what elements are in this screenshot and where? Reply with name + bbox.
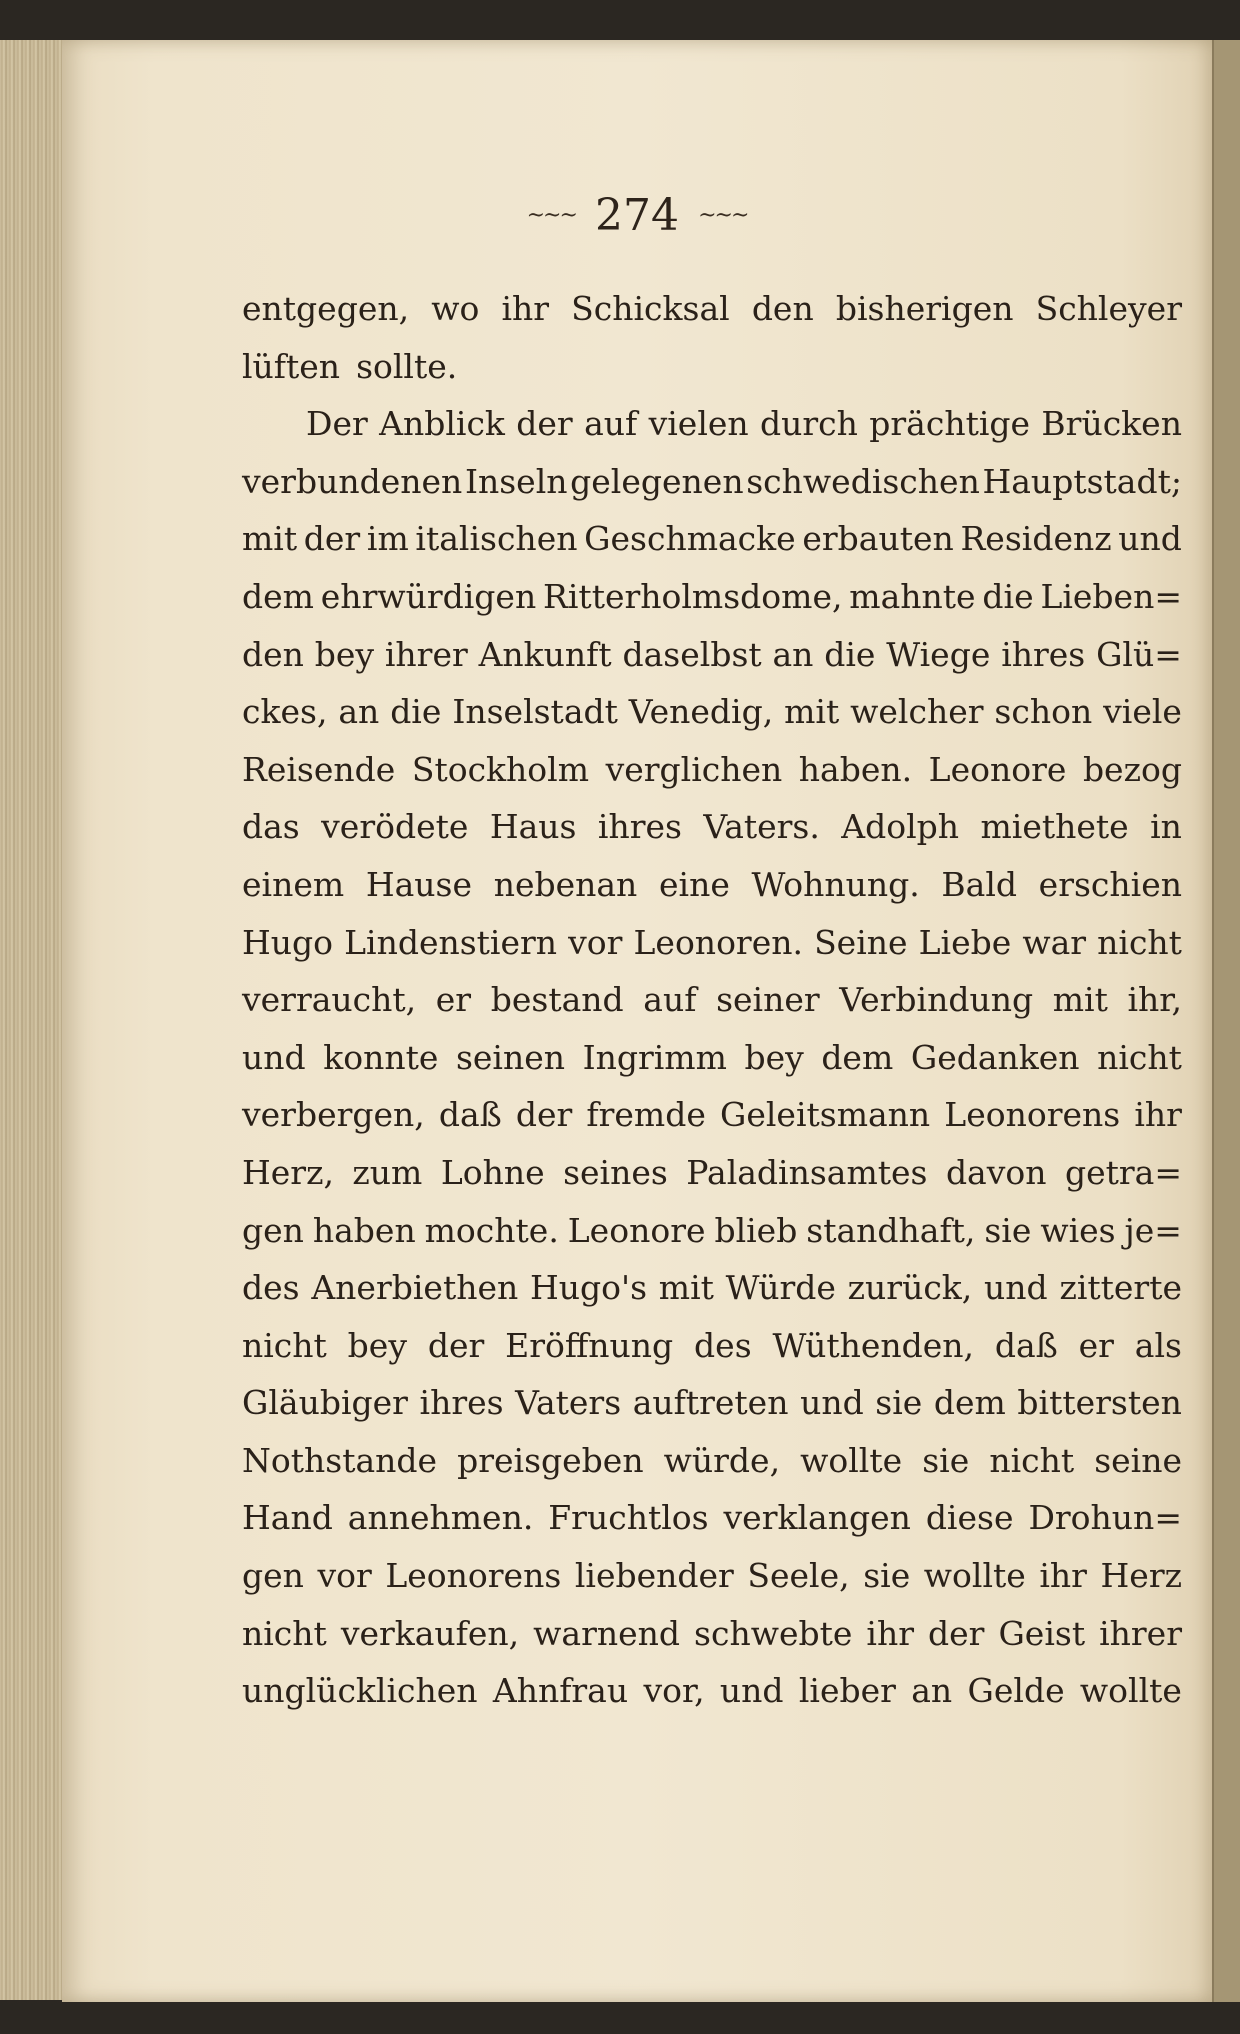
word: warnend [533,1613,681,1653]
text-line [242,1662,1182,1720]
word: in [1150,807,1182,847]
word: einem [242,864,345,904]
word: er [435,980,472,1020]
word: Lieben= [1040,576,1182,616]
word: welcher [850,692,984,732]
word: viele [1103,692,1182,732]
word: erschien [1038,864,1182,904]
word: Wiege [886,634,991,674]
word: verraucht, [242,980,417,1020]
word: Hand [242,1498,333,1538]
word: schwedischen [746,461,980,501]
word: italischen [415,519,578,559]
word: bestand [490,980,624,1020]
word: annehmen. [347,1498,534,1538]
word: verbergen, [242,1095,425,1135]
word: Der [306,404,368,444]
word: Herz [1100,1556,1182,1596]
word: mit [784,692,840,732]
word: davon [945,1152,1047,1192]
word: Inseln [464,461,568,501]
word: Gläubiger [242,1383,408,1423]
word: entgegen, [242,289,410,328]
text-line [242,1605,1182,1663]
word: Schleyer [1035,289,1182,328]
word: Fruchtlos [548,1498,709,1538]
text-line [242,280,1182,338]
word: den [242,634,304,674]
word: verklangen [723,1498,911,1538]
word: verkaufen, [340,1613,520,1653]
word: fremde [586,1095,706,1135]
word: bisherigen [835,289,1014,328]
text-line [242,741,1182,799]
word: Wüthenden, [772,1325,975,1365]
word: wollte [923,1556,1026,1596]
text-line [242,395,1182,453]
word: die [390,692,442,732]
text-line [242,338,1182,396]
word: das [242,807,300,847]
word: Leonoren. [633,922,803,962]
word: Geist [998,1613,1086,1653]
word: Glü= [1096,634,1182,674]
word: Residenz [960,519,1112,559]
word: nicht [1097,1037,1182,1077]
word: ehrwürdigen [320,576,537,616]
word: vor [568,922,623,962]
word: gen [242,1556,304,1596]
ornament-left: ~~~ [526,203,576,228]
word: Inselstadt [452,692,618,732]
word: Lohne [440,1152,545,1192]
word: gen [242,1210,304,1250]
word: Geleitsmann [719,1095,931,1135]
word: schwebte [694,1613,853,1653]
word: Hause [365,864,473,904]
word: Lindenstiern [344,922,558,962]
word: blieb [714,1210,798,1250]
word: je= [1124,1210,1182,1250]
word: ihr [1134,1095,1182,1135]
word: Stockholm [411,749,590,789]
word: auf [584,404,638,444]
text-line [242,453,1182,511]
word: bittersten [1017,1383,1182,1423]
text-line [242,1144,1182,1202]
word: dem [242,576,314,616]
word: Paladinsamtes [686,1152,928,1192]
word: Leonore [567,1210,706,1250]
word: Ingrimm [582,1037,727,1077]
word: wo [431,289,480,328]
text-line [242,1547,1182,1605]
word: den [751,289,814,328]
word: ihres [597,807,682,847]
word: mit [1052,980,1108,1020]
word: der [516,404,573,444]
word: und [242,1037,306,1077]
word: Venedig, [628,692,774,732]
word: ihr [501,289,550,328]
word: der [928,1613,985,1653]
text-line [242,856,1182,914]
word: Hugo [242,922,334,962]
word: dem [933,1383,1006,1423]
word: preisgeben [457,1440,644,1480]
word: Hauptstadt; [982,461,1182,501]
word: an [772,634,814,674]
word: Hugo's [530,1268,648,1308]
text-line [242,1259,1182,1317]
word: haben [312,1210,416,1250]
ornament-right: ~~~ [698,203,748,228]
word: miethete [980,807,1129,847]
word: daß [994,1325,1058,1365]
word: sie [863,1556,911,1596]
word: im [366,519,409,559]
word: wollte [800,1440,903,1480]
word: durch [760,404,858,444]
word: verglichen [605,749,783,789]
word: sie [984,1210,1032,1250]
text-line [242,510,1182,568]
word: nebenan [493,864,638,904]
word: bey [314,634,375,674]
word: würde, [663,1440,781,1480]
word: unglücklichen [242,1671,478,1711]
word: des [694,1325,752,1365]
word: Seine [814,922,908,962]
word: mit [242,519,298,559]
text-line [242,1029,1182,1087]
word: Leonore [928,749,1067,789]
text-line [242,1374,1182,1432]
word: Gedanken [910,1037,1080,1077]
word: Leonorens [385,1556,562,1596]
word: mahnte [849,576,976,616]
word: der [427,1325,485,1365]
word: Reisende [242,749,396,789]
word: Geschmacke [584,519,796,559]
word: bezog [1082,749,1182,789]
word: sie [875,1383,923,1423]
word: Vaters. [703,807,820,847]
word: liebender [574,1556,734,1596]
word: seinen [455,1037,565,1077]
word: auf [643,980,697,1020]
word: und [800,1383,864,1423]
word: nicht [989,1440,1075,1480]
word: daselbst [622,634,762,674]
text-line [242,568,1182,626]
text-line [242,1317,1182,1375]
page-sheet [62,40,1212,2002]
word: konnte [323,1037,439,1077]
word: daß [438,1095,502,1135]
word: als [1134,1325,1182,1365]
book-page-edges [0,40,64,2000]
word: haben. [798,749,913,789]
word: auftreten [632,1383,789,1423]
word: er [1078,1325,1114,1365]
word: Ahnfrau [492,1671,629,1711]
text-line [242,1086,1182,1144]
word: die [824,634,876,674]
word: vielen [648,404,749,444]
text-line [242,626,1182,684]
right-binding-margin [1212,40,1240,2002]
word: bey [744,1037,804,1077]
word: eine [658,864,730,904]
text-line [242,1202,1182,1260]
word: zurück, [847,1268,973,1308]
word: Anerbiethen [311,1268,519,1308]
word: standhaft, [806,1210,976,1250]
word: getra= [1064,1152,1182,1192]
page-header [62,190,1212,241]
text-line [242,971,1182,1029]
page-number: 274 [595,190,679,241]
word: vor, [643,1671,705,1711]
word: an [338,692,380,732]
word: wollte [1079,1671,1182,1711]
word: dem [821,1037,894,1077]
word: Schicksal [571,289,730,328]
word: bey [347,1325,407,1365]
text-line [242,683,1182,741]
word: und [719,1671,784,1711]
text-line [242,1432,1182,1490]
word: schon [994,692,1093,732]
word: war [1022,922,1087,962]
word: die [982,576,1034,616]
word: wies [1040,1210,1116,1250]
word: nicht [1097,922,1182,962]
word: der [515,1095,573,1135]
word: ihrer [384,634,468,674]
text-line [242,1489,1182,1547]
word: vor [317,1556,372,1596]
word: verödete [321,807,469,847]
word: erbauten [802,519,954,559]
word: ihr [866,1613,914,1653]
text-line [242,798,1182,856]
body-text [242,280,1182,1720]
word: Seele, [747,1556,850,1596]
word: an [911,1671,953,1711]
word: sollte. [356,346,458,386]
word: ihres [1001,634,1086,674]
word: Verbindung [839,980,1034,1020]
word: Eröffnung [505,1325,674,1365]
word: und [1118,519,1182,559]
word: ihrer [1099,1613,1182,1653]
word: zitterte [1059,1268,1182,1308]
word: der [303,519,361,559]
word: Adolph [841,807,960,847]
word: Ritterholmsdome, [543,576,843,616]
word: Bald [941,864,1017,904]
word: seine [1094,1440,1182,1480]
word: Vaters [515,1383,622,1423]
word: lüften [242,346,341,386]
word: ihres [419,1383,504,1423]
word: lieber [798,1671,896,1711]
word: sie [922,1440,970,1480]
text-line [242,914,1182,972]
word: seines [563,1152,668,1192]
word: Würde [725,1268,836,1308]
word: ckes, [242,692,328,732]
word: Drohun= [1028,1498,1182,1538]
word: und [984,1268,1048,1308]
word: prächtige [869,404,1031,444]
word: Gelde [967,1671,1065,1711]
word: Haus [489,807,577,847]
word: Leonorens [944,1095,1121,1135]
word: mochte. [424,1210,559,1250]
word: diese [925,1498,1014,1538]
word: Ankunft [478,634,612,674]
word: Brücken [1041,404,1182,444]
word: Wohnung. [751,864,920,904]
word: gelegenen [570,461,744,501]
word: Herz, [242,1152,334,1192]
word: nicht [242,1325,327,1365]
word: des [242,1268,300,1308]
word: zum [352,1152,423,1192]
word: mit [658,1268,714,1308]
word: nicht [242,1613,327,1653]
word: ihr [1039,1556,1087,1596]
word: seiner [716,980,820,1020]
word: verbundenen [242,461,463,501]
word: Anblick [379,404,505,444]
word: Liebe [918,922,1012,962]
word: Nothstande [242,1440,438,1480]
word: ihr, [1127,980,1182,1020]
